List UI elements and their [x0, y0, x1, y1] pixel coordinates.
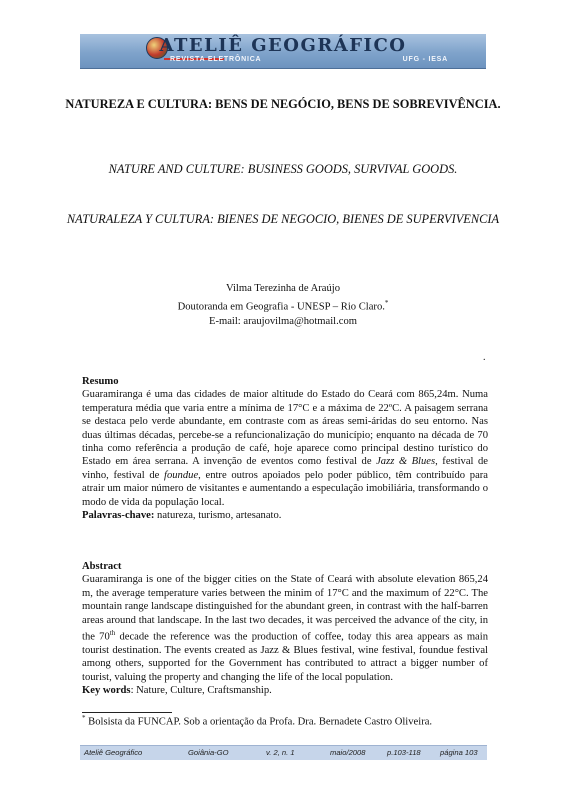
resumo-italic-foundue: foundue — [164, 469, 199, 481]
author-affiliation-line — [80, 296, 486, 315]
footnote-divider — [82, 712, 172, 713]
resumo-keywords-label: Palavras-chave: — [82, 510, 155, 522]
footer-page-number: página 103 — [440, 748, 478, 757]
author-affiliation: Doutoranda em Geografia - UNESP – Rio Claro. — [177, 301, 385, 313]
stray-dot: . — [483, 352, 486, 363]
footer-city: Goiânia-GO — [188, 748, 229, 757]
resumo-italic-jazz: Jazz & Blues — [376, 456, 436, 468]
journal-institution: UFG - IESA — [402, 56, 448, 63]
footer-pages: p.103-118 — [387, 748, 421, 757]
author-email[interactable]: E-mail: araujovilma@hotmail.com — [208, 315, 358, 327]
resumo-keywords — [82, 509, 488, 522]
abstract-keywords-value: : Nature, Culture, Craftsmanship. — [130, 685, 272, 697]
journal-subtitle: REVISTA ELETRÔNICA — [170, 56, 262, 63]
resumo-section — [82, 375, 488, 522]
footnote-mark: * — [82, 714, 86, 722]
abstract-text-part: Guaramiranga is one of the bigger cities on the State of Ceará with absolute elevation 865,24 m, the average temperature varies between the minim of 17°C and the maximum of 22°C. The mountain range landscape distinguished for the abundant green, in contrast with the half-barren areas around that landscape. In the last two decades, it was perceived the advance of the city, in the 70 — [82, 574, 488, 643]
resumo-text-part: , entre outros apoiados pelo poder público, têm contribuído para atrair um maior número de visitantes e aumentando a especulação imobiliária, transformando o modo de vida da população local. — [82, 469, 488, 508]
author-name: Vilma Terezinha de Araújo — [225, 283, 341, 294]
footer-volume: v. 2, n. 1 — [266, 748, 295, 757]
footer-date: maio/2008 — [330, 748, 366, 757]
title-english: NATURE AND CULTURE: BUSINESS GOODS, SURVIVAL GOODS. — [108, 162, 458, 176]
page-footer — [80, 745, 487, 760]
abstract-keywords-label: Key words — [82, 685, 131, 697]
footnote-text: Bolsista da FUNCAP. Sob a orientação da Profa. Dra. Bernadete Castro Oliveira. — [85, 716, 433, 728]
resumo-heading: Resumo — [82, 376, 119, 387]
author-footnote-mark: * — [384, 299, 389, 307]
journal-title: ATELIÊ GEOGRÁFICO — [159, 35, 407, 56]
footer-journal: Ateliê Geográfico — [84, 748, 143, 757]
abstract-heading: Abstract — [82, 561, 122, 572]
abstract-section — [82, 560, 488, 698]
resumo-keywords-value: natureza, turismo, artesanato. — [154, 510, 282, 522]
title-portuguese: NATUREZA E CULTURA: BENS DE NEGÓCIO, BENS DE SOBREVIVÊNCIA. — [65, 97, 501, 111]
abstract-text — [82, 573, 488, 684]
resumo-text-part: , festival de vinho, festival de — [82, 456, 488, 481]
abstract-text-part: decade the reference was the production of coffee, today this area appears as main tourist destination. The events created as Jazz & Blues festival, wine festival, foundue festival among others, supported for the Government has contributed to attract a bigger number of tourist, valuing the property and changing the life of the local population. — [82, 631, 488, 683]
title-spanish: NATURALEZA Y CULTURA: BIENES DE NEGOCIO, BIENES DE SUPERVIVENCIA — [66, 212, 500, 226]
journal-banner — [80, 34, 486, 69]
abstract-keywords — [82, 684, 488, 697]
resumo-text — [82, 388, 488, 509]
resumo-text-part: Guaramiranga é uma das cidades de maior altitude do Estado do Ceará com 865,24m. Numa temperatura média que varia entre a mínima de 17°C e a máxima de 22ºC. A paisagem serrana se destaca pelo verde abundante, em contraste com as áreas semi-áridas do seu entorno. Nas duas últimas décadas, percebe-se a refuncionalização do município; enquanto na década de 70 tinha como referência a produção de café, hoje aparece como principal destino turístico do Estado em área serrana. A invenção de eventos como festival de — [82, 389, 488, 468]
abstract-superscript: th — [109, 629, 116, 638]
author-block — [80, 282, 486, 329]
footnote — [82, 714, 432, 728]
